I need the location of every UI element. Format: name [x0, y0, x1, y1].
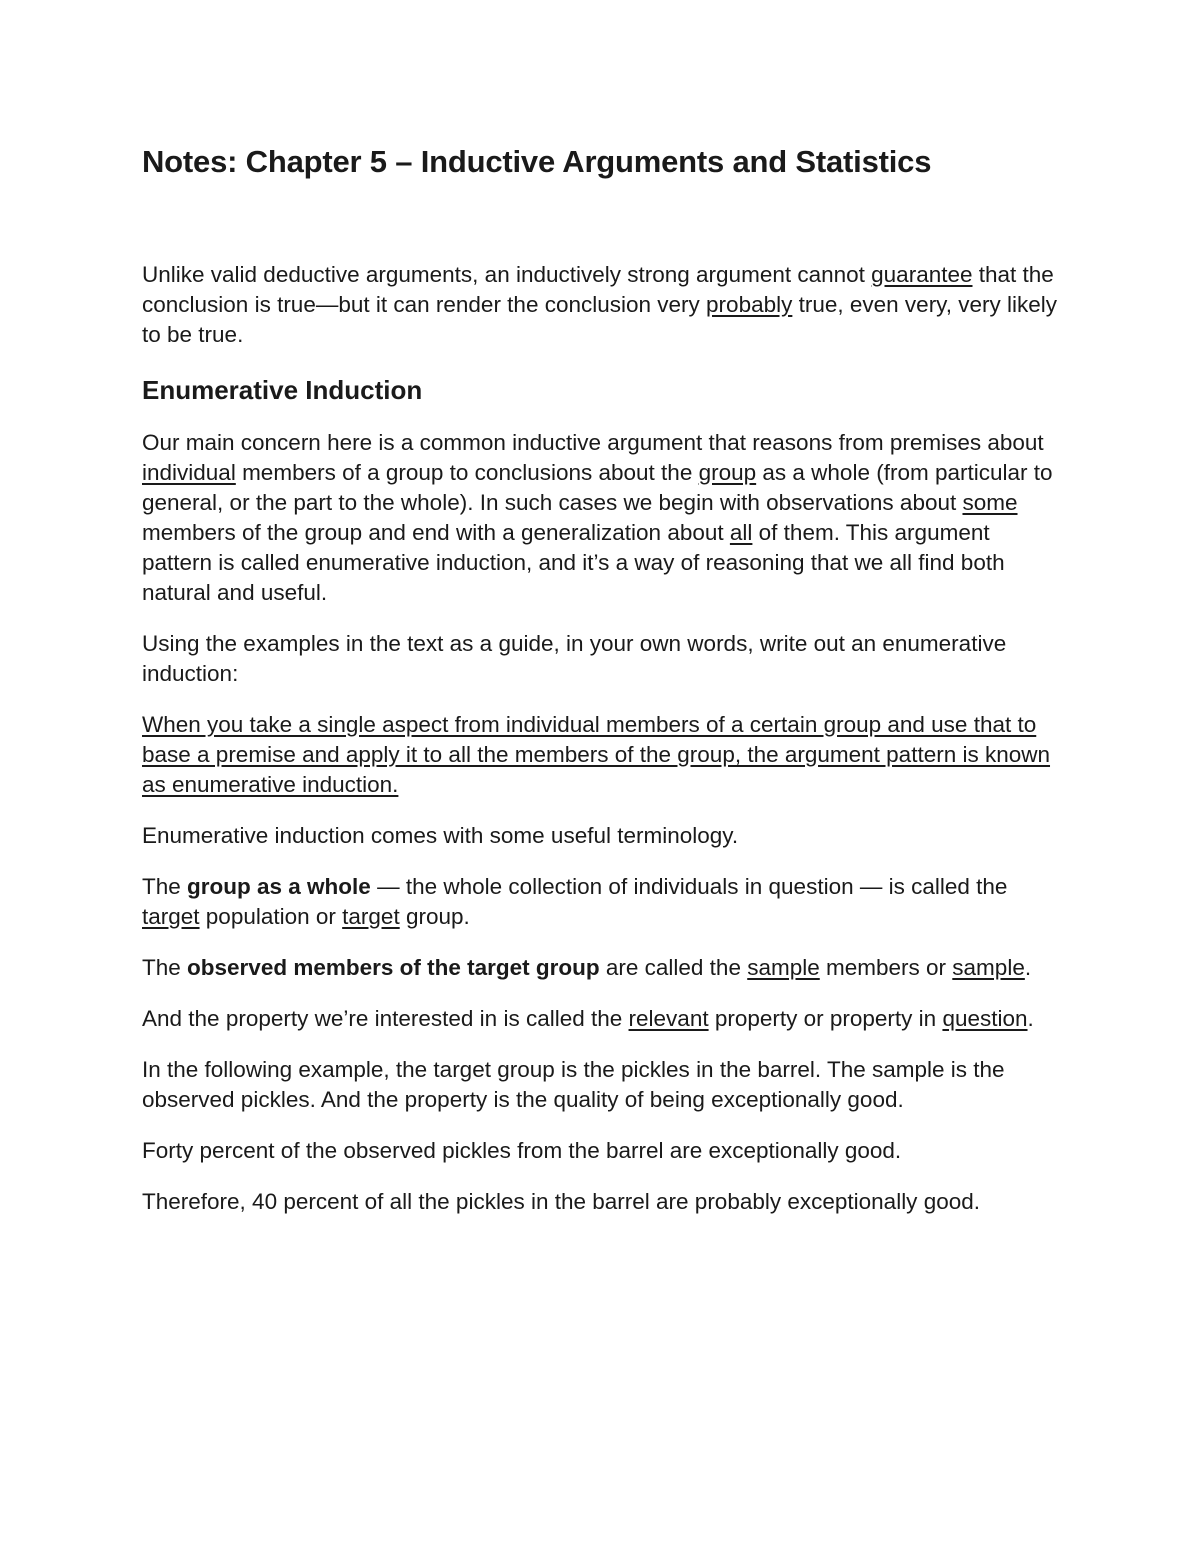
section-heading: Enumerative Induction [142, 375, 423, 405]
underlined-term: relevant [628, 1006, 709, 1031]
underlined-term: sample [747, 955, 820, 980]
example-conclusion: Therefore, 40 percent of all the pickles in the barrel are probably exceptionally good. [142, 1189, 980, 1214]
underlined-term: group [698, 460, 757, 485]
underlined-term: sample [952, 955, 1025, 980]
example-premise: Forty percent of the observed pickles from the barrel are exceptionally good. [142, 1138, 902, 1163]
underlined-term: target [342, 904, 400, 929]
underlined-term: all [729, 520, 753, 545]
underlined-term: some [962, 490, 1018, 515]
underlined-term: target [142, 904, 200, 929]
target-definition: The group as a whole — the whole collection of individuals in question — is called the target population or target group. [142, 874, 1008, 929]
intro-paragraph: Unlike valid deductive arguments, an inductively strong argument cannot guarantee that the conclusion is true—but it can render the conclusion very probably true, even very, very likely to be true. [142, 262, 1058, 347]
bold-term: group as a whole [187, 874, 371, 899]
property-definition: And the property we’re interested in is called the relevant property or property in question. [142, 1006, 1034, 1031]
prompt-paragraph: Using the examples in the text as a guide, in your own words, write out an enumerative induction: [142, 631, 1007, 686]
document-page [142, 140, 1062, 1217]
underlined-term: individual [142, 460, 236, 485]
answer-paragraph: When you take a single aspect from individual members of a certain group and use that to base a premise and apply it to all the members of the group, the argument pattern is known as enumerative induction. [142, 712, 1051, 797]
sample-definition: The observed members of the target group are called the sample members or sample. [142, 955, 1032, 980]
enumerative-paragraph: Our main concern here is a common inductive argument that reasons from premises about individual members of a group to conclusions about the group as a whole (from particular to general, or the part to the whole). In such cases we begin with observations about some members of the group and end with a generalization about all of them. This argument pattern is called enumerative induction, and it’s a way of reasoning that we all find both natural and useful. [142, 430, 1053, 605]
example-intro: In the following example, the target group is the pickles in the barrel. The sample is the observed pickles. And the property is the quality of being exceptionally good. [142, 1057, 1005, 1112]
bold-term: observed members of the target group [187, 955, 600, 980]
underlined-term: question [942, 1006, 1028, 1031]
underlined-term: guarantee [871, 262, 973, 287]
page-title: Notes: Chapter 5 – Inductive Arguments and Statistics [142, 144, 932, 179]
terminology-intro: Enumerative induction comes with some useful terminology. [142, 823, 739, 848]
underlined-term: probably [706, 292, 793, 317]
